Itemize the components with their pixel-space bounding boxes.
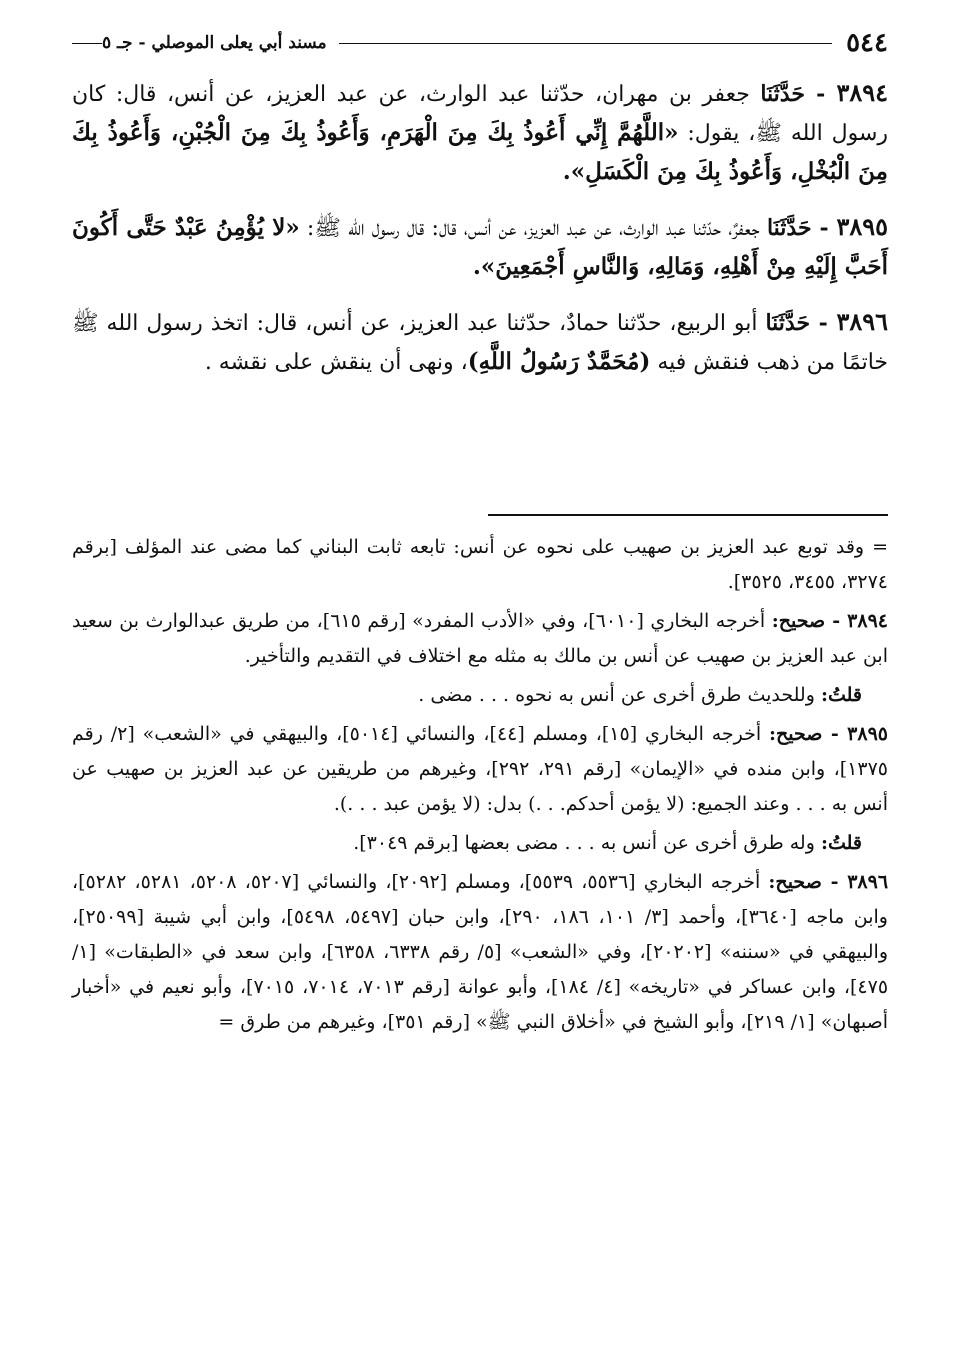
footnote-3894: ٣٨٩٤ - صحيح: أخرجه البخاري [٦٠١٠]، وفي «الأدب المفرد» [رقم ٦١٥]، من طريق عبدالوارث بن سعيد ابن عبد العزيز بن صهيب عن أنس بن مالك به مثله مع اختلاف في التقديم والتأخير. <box>72 610 888 667</box>
footnote-3896: ٣٨٩٦ - صحيح: أخرجه البخاري [٥٥٣٦، ٥٥٣٩]، ومسلم [٢٠٩٢]، والنسائي [٥٢٠٧، ٥٢٠٨، ٥٢٨١، ٥٢٨٢]، وابن ماجه [٣٦٤٠]، وأحمد [٣/ ١٠١، ١٨٦، ٢٩٠]، وابن حبان [٥٤٩٧، ٥٤٩٨]، وابن أبي شيبة [٢٥٠٩٩]، والبيهقي في «سننه» [٢٠٢٠٢]، وفي «الشعب» [٥/ رقم ٦٣٣٨، ٦٣٥٨]، وابن سعد في «الطبقات» [١/ ٤٧٥]، وابن عساكر في «تاريخه» [٤/ ١٨٤]، وأبو عوانة [رقم ٧٠١٣، ٧٠١٤، ٧٠١٥]، وأبو نعيم في «أخبار أصبهان» [١/ ٢١٩]، وأبو الشيخ في «أخلاق النبي ﷺ» [رقم ٣٥١]، وغيرهم من طرق = <box>72 871 889 1033</box>
qult-note <box>72 678 888 713</box>
footnotes <box>72 530 888 1044</box>
hadith-lead: حَدَّثَنَا <box>766 215 812 241</box>
hadith-isnad: جعفرٌ، حدّثنا عبد الوارث، عن عبد العزيز، عن أنس، قال: قال رسول الله ﷺ: <box>306 216 760 241</box>
footnote-text: أخرجه البخاري [٦٠١٠]، وفي «الأدب المفرد» [رقم ٦١٥]، من طريق عبدالوارث بن سعيد ابن عبد العزيز بن صهيب عن أنس بن مالك به مثله مع اختلاف في التقديم والتأخير. <box>72 610 888 667</box>
qult-text: وللحديث طرق أخرى عن أنس به نحوه . . . مضى . <box>418 684 815 706</box>
hadith-number: ٣٨٩٦ <box>836 307 888 336</box>
qult-label: قلتُ: <box>820 684 862 706</box>
hadith-matn: (مُحَمَّدٌ رَسُولُ اللَّهِ) <box>467 348 651 375</box>
hadith-after: ، ونهى أن ينقش على نقشه . <box>204 350 468 375</box>
header-dash <box>72 43 102 44</box>
hadith-lead: حَدَّثَنَا <box>760 81 805 107</box>
qult-label: قلتُ: <box>820 832 862 854</box>
hadith-number: ٣٨٩٤ <box>836 78 889 107</box>
book-title: مسند أبي يعلى الموصلي - جـ ٥ <box>102 33 327 53</box>
hadith-3895: ٣٨٩٥ - حَدَّثَنَا جعفرٌ، حدّثنا عبد الوارث، عن عبد العزيز، عن أنس، قال: قال رسول الله ﷺ: «لا يُؤْمِنُ عَبْدٌ حَتَّى أَكُونَ أَحَبَّ إِلَيْهِ مِنْ أَهْلِهِ، وَمَالِهِ، وَالنَّاسِ أَجْمَعِينَ». <box>72 212 889 280</box>
footnote-verdict: صحيح: <box>768 871 822 893</box>
footnote-3895: ٣٨٩٥ - صحيح: أخرجه البخاري [١٥]، ومسلم [٤٤]، والنسائي [٥٠١٤]، والبيهقي في «الشعب» [٢/ رقم ١٣٧٥]، وابن منده في «الإيمان» [رقم ٢٩١، ٢٩٢]، وغيرهم من طريقين عن عبد العزيز بن صهيب عن أنس به . . . وعند الجميع: (لا يؤمن أحدكم. . .) بدل: (لا يؤمن عبد . . .). <box>72 723 888 815</box>
header-rule <box>339 43 832 44</box>
hadith-3894: ٣٨٩٤ - حَدَّثَنَا جعفر بن مهران، حدّثنا عبد الوارث، عن عبد العزيز، عن أنس، قال: كان رسول الله ﷺ، يقول: «اللَّهُمَّ إِنِّي أَعُوذُ بِكَ مِنَ الْهَرَمِ، وَأَعُوذُ بِكَ مِنَ الْجُبْنِ، وَأَعُوذُ بِكَ مِنَ الْبُخْلِ، وَأَعُوذُ بِكَ مِنَ الْكَسَلِ». <box>72 78 889 185</box>
footnote-number: ٣٨٩٦ <box>847 871 889 893</box>
hadith-lead: حَدَّثَنَا <box>765 310 811 336</box>
footnote-text: أخرجه البخاري [١٥]، ومسلم [٤٤]، والنسائي [٥٠١٤]، والبيهقي في «الشعب» [٢/ رقم ١٣٧٥]، وابن منده في «الإيمان» [رقم ٢٩١، ٢٩٢]، وغيرهم من طريقين عن عبد العزيز بن صهيب عن أنس به . . . وعند الجميع: (لا يؤمن أحدكم. . .) بدل: (لا يؤمن عبد . . .). <box>72 723 888 815</box>
hadith-3896: ٣٨٩٦ - حَدَّثَنَا أبو الربيع، حدّثنا حمادٌ، حدّثنا عبد العزيز، عن أنس، قال: اتخذ رسول الله ﷺ خاتمًا من ذهب فنقش فيه (مُحَمَّدٌ رَسُولُ اللَّهِ)، ونهى أن ينقش على نقشه . <box>72 307 888 375</box>
running-header <box>72 28 888 58</box>
hadith-isnad: جعفر بن مهران، حدّثنا عبد الوارث، عن عبد العزيز، عن أنس، قال: كان رسول الله ﷺ، يقول: <box>72 82 888 146</box>
hadith-matn: «لا يُؤْمِنُ عَبْدٌ حَتَّى أَكُونَ أَحَبَّ إِلَيْهِ مِنْ أَهْلِهِ، وَمَالِهِ، وَالنَّاسِ أَجْمَعِينَ». <box>72 214 888 280</box>
footnote-verdict: صحيح: <box>771 610 826 632</box>
hadith-isnad: أبو الربيع، حدّثنا حمادٌ، حدّثنا عبد العزيز، عن أنس، قال: اتخذ رسول الله ﷺ خاتمًا من ذهب فنقش فيه <box>72 311 888 375</box>
footnote-separator <box>488 514 888 516</box>
qult-note <box>72 826 888 861</box>
footnote-verdict: صحيح: <box>769 723 823 745</box>
hadith-text <box>72 74 888 398</box>
footnote-number: ٣٨٩٥ <box>847 723 888 745</box>
page-number: ٥٤٤ <box>846 28 888 58</box>
footnote-text: أخرجه البخاري [٥٥٣٦، ٥٥٣٩]، ومسلم [٢٠٩٢]، والنسائي [٥٢٠٧، ٥٢٠٨، ٥٢٨١، ٥٢٨٢]، وابن ماجه [٣٦٤٠]، وأحمد [٣/ ١٠١، ١٨٦، ٢٩٠]، وابن حبان [٥٤٩٧، ٥٤٩٨]، وابن أبي شيبة [٢٥٠٩٩]، والبيهقي في «سننه» [٢٠٢٠٢]، وفي «الشعب» [٥/ رقم ٦٣٣٨، ٦٣٥٨]، وابن سعد في «الطبقات» [١/ ٤٧٥]، وابن عساكر في «تاريخه» [٤/ ١٨٤]، وأبو عوانة [رقم ٧٠١٣، ٧٠١٤، ٧٠١٥]، وأبو نعيم في «أخبار أصبهان» [١/ ٢١٩]، وأبو الشيخ في «أخلاق النبي ﷺ» [رقم ٣٥١]، وغيرهم من طرق = <box>72 871 889 1033</box>
footnote-continuation: = وقد توبع عبد العزيز بن صهيب على نحوه عن أنس: تابعه ثابت البناني كما مضى عند المؤلف [برقم ٣٢٧٤، ٣٤٥٥، ٣٥٢٥]. <box>72 536 888 593</box>
hadith-number: ٣٨٩٥ <box>836 212 889 241</box>
qult-text: وله طرق أخرى عن أنس به . . . مضى بعضها [برقم ٣٠٤٩]. <box>353 832 815 854</box>
hadith-matn: «اللَّهُمَّ إِنِّي أَعُوذُ بِكَ مِنَ الْهَرَمِ، وَأَعُوذُ بِكَ مِنَ الْجُبْنِ، وَأَعُوذُ بِكَ مِنَ الْبُخْلِ، وَأَعُوذُ بِكَ مِنَ الْكَسَلِ». <box>72 119 888 185</box>
footnote-number: ٣٨٩٤ <box>847 610 888 632</box>
